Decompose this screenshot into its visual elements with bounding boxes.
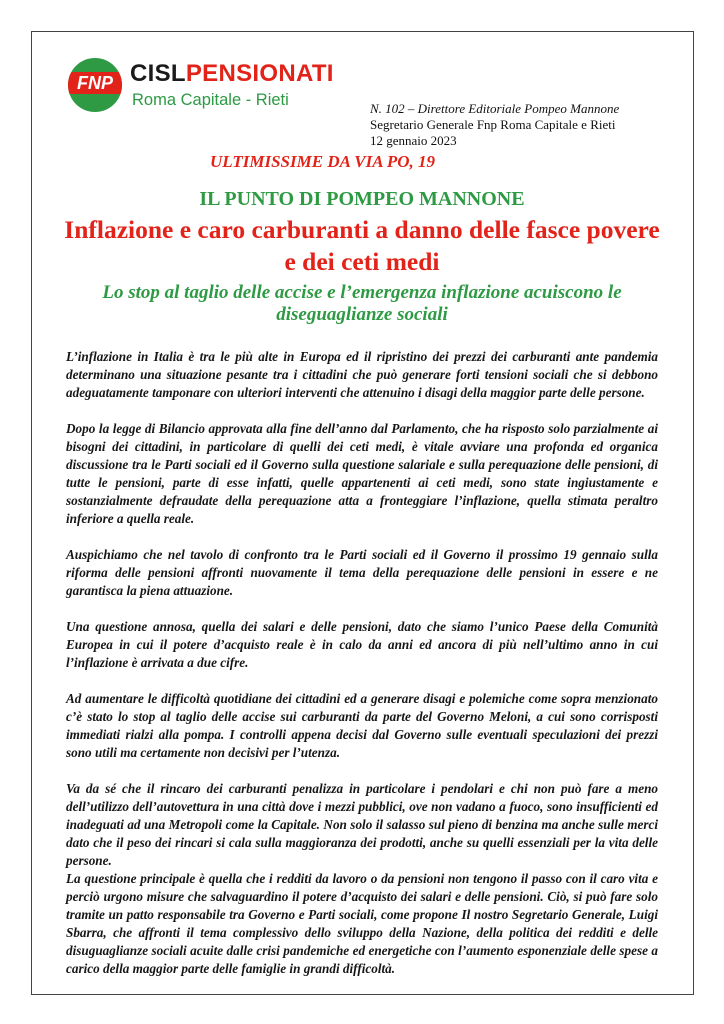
paragraph: Auspichiamo che nel tavolo di confronto tra le Parti sociali ed il Governo il prossimo 19 gennaio sulla riforma delle pensioni affronti nuovamente il tema della perequazione delle pensioni in essere e ne garantisca la piena attuazione.	[66, 547, 658, 598]
kicker: ULTIMISSIME DA VIA PO, 19	[210, 152, 436, 171]
paragraph: L’inflazione in Italia è tra le più alte in Europa ed il ripristino dei prezzi dei carburanti ante pandemia determinano una situazione pesante tra i cittadini che può generare forti tensioni sociali che si debbono adeguatamente tamponare con ulteriori interventi che attenuino i disagi della maggior parte delle persone.	[66, 349, 658, 400]
brand-pensionati: PENSIONATI	[185, 60, 334, 87]
paragraph: Va da sé che il rincaro dei carburanti penalizza in particolare i pendolari e chi non può fare a meno dell’utilizzo dell’autovettura in una città dove i mezzi pubblici, ove non vadano a fuoco, sono insufficienti ed inadeguati ad una Metropoli come la Capitale. Non solo il salasso sul pieno di benzina ma anche sulle merci dato che il peso dei rincari si cala sulla maggioranza dei prodotti, anche su quelli essenziali per la vita delle persone.	[66, 781, 658, 868]
brand-region: Roma Capitale - Rieti	[132, 91, 289, 109]
headline: Inflazione e caro carburanti a danno delle fasce povere e dei ceti medi	[64, 215, 660, 276]
subheadline: Lo stop al taglio delle accise e l’emergenza inflazione acuiscono le diseguaglianze sociali	[102, 282, 622, 325]
article-body	[66, 348, 658, 978]
fnp-logo-mark	[68, 58, 122, 112]
paragraph: La questione principale è quella che i redditi da lavoro o da pensioni non tengono il passo con il caro vita e perciò urgono misure che salvaguardino il potere d’acquisto dei salari e delle pensioni. Ciò, si può fare solo tramite un patto responsabile tra Governo e Parti sociali, come propone Il nostro Segretario Generale, Luigi Sbarra, che affronti il tema complessivo dello sviluppo della Nazione, della politica dei redditi e delle disuguaglianze sociali acuite dalle crisi pandemiche ed energetiche con l’aumento esponenziale delle spese a carico della maggior parte delle famiglie in grandi difficoltà.	[66, 871, 658, 976]
fnp-cisl-logo	[68, 58, 334, 114]
fnp-logo-text: FNP	[77, 73, 113, 93]
masthead	[370, 101, 670, 149]
paragraph: Ad aumentare le difficoltà quotidiane dei cittadini ed a generare disagi e polemiche come sopra menzionato c’è stato lo stop al taglio delle accise sui carburanti da parte del Governo Meloni, a cui sono corrisposti immediati rialzi alla pompa. I controlli appena decisi dal Governo sulle eventuali speculazioni dei prezzi sono utili ma certamente non decisivi per l’utenza.	[66, 691, 658, 760]
role-line: Segretario Generale Fnp Roma Capitale e Rieti	[370, 117, 616, 132]
paragraph: Dopo la legge di Bilancio approvata alla fine dell’anno dal Parlamento, che ha risposto solo parzialmente ai bisogni dei cittadini, in particolare di quelli dei ceti medi, è vitale avviare una profonda ed organica discussione tra le Parti sociali ed il Governo sulla questione salariale e sulla perequazione delle pensioni, di tutte le pensioni, parte di esse infatti, quelle appartenenti ai ceti medi, sono state ingiustamente e sostanzialmente defraudate della perequazione atta a fronteggiare l’inflazione, quella stimata peraltro inferiore a quella reale.	[66, 421, 658, 526]
brand-name	[130, 60, 334, 88]
column-title: IL PUNTO DI POMPEO MANNONE	[199, 188, 525, 210]
issue-line: N. 102 – Direttore Editoriale Pompeo Mannone	[370, 101, 620, 116]
brand-cisl: CISL	[130, 60, 186, 87]
issue-date: 12 gennaio 2023	[370, 133, 457, 148]
paragraph: Una questione annosa, quella dei salari e delle pensioni, dato che siamo l’unico Paese della Comunità Europea in cui il potere d’acquisto reale è in calo da anni ed ancora di più nell’ultimo anno in cui l’inflazione è arrivata a due cifre.	[66, 619, 658, 670]
